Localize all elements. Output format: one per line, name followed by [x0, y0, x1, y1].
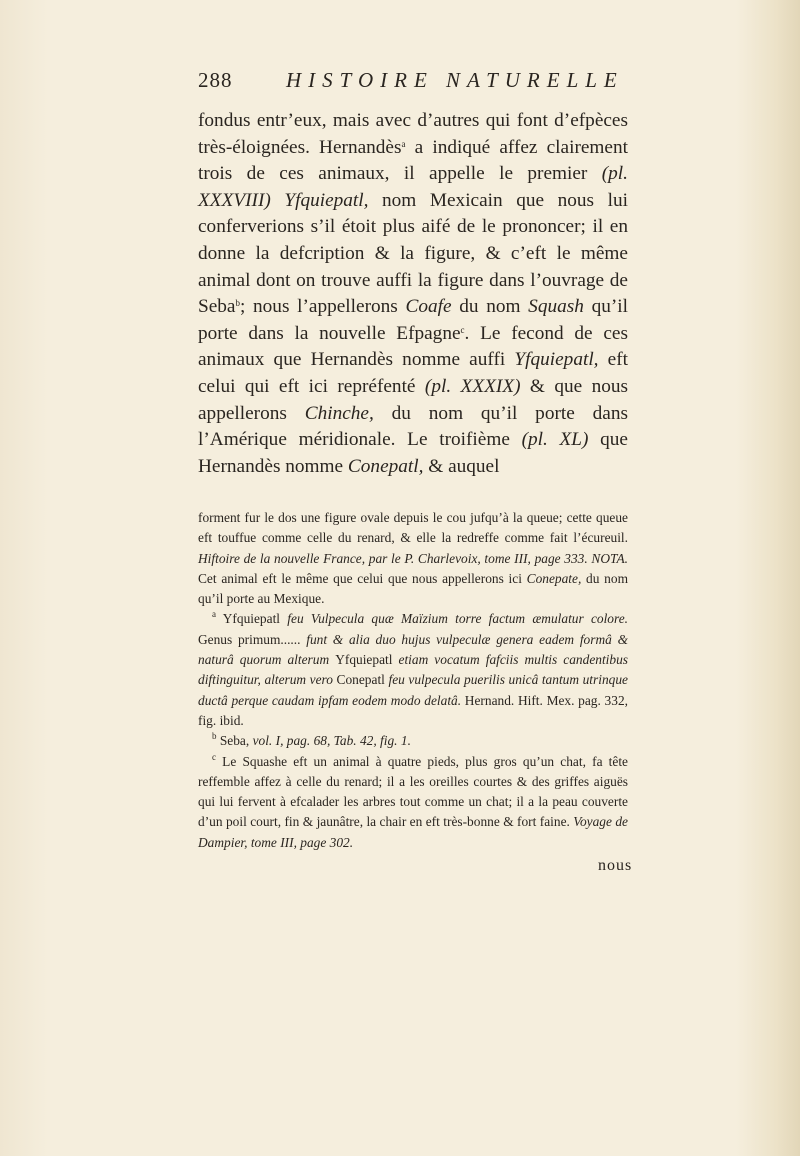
species-name: Squash [528, 296, 584, 318]
species-name: Coafe [405, 296, 452, 318]
page-header [198, 68, 628, 98]
footnote-a: $^a$ Yfquiepatl feu Vulpecula quæ Maïzium torre factum æmulatur colore. Genus primum...... funt & alia duo hujus vulpeculæ genera eadem formâ & naturâ quorum alterum Yfquiepatl etiam vocatum fafciis multis candentibus diftinguitur, alterum vero Conepatl feu vulpecula puerilis unicâ tantum utrinque ductâ perque caudam ipfam eodem modo delatâ. Hernand. Hift. Mex. pag. 332, fig. ibid. [198, 609, 629, 728]
reference: Hiftoire de la nouvelle France, par le P. Charlevoix, tome III, page 333. [198, 550, 588, 566]
footnote-mark: a [212, 609, 216, 620]
main-paragraph: fondus entr’eux, mais avec d’autres qui font d’efpèces très-éloignées. Hernandès$^a$ a indiqué affez clairement trois de ces animaux, il appelle le premier (pl. XXXVIII) Yfquiepatl, nom Mexicain que nous lui conferverions s’il étoit plus aifé de le prononcer; il en donne la defcription & la figure, & c’eft le même animal dont on trouve auffi la figure dans l’ouvrage de Seba$^b$; nous l’appellerons Coafe du nom Squash qu’il porte dans la nouvelle Efpagne$^c$. Le fecond de ces animaux que Hernandès nomme auffi Yfquiepatl, eft celui qui eft ici repréfenté (pl. XXXIX) & que nous appellerons Chinche, du nom qu’il porte dans l’Amérique méridionale. Le troifième (pl. XL) que Hernandès nomme Conepatl, & auquel [198, 110, 629, 477]
main-text [198, 108, 628, 480]
footnote-ref-b[interactable]: b [235, 298, 240, 309]
species-name: Chinche, [304, 402, 374, 424]
running-title: HISTOIRE NATURELLE [286, 68, 624, 92]
species-name: Yfquiepatl, [514, 349, 599, 371]
footnotes [198, 508, 628, 853]
catchword: nous [598, 857, 633, 874]
plate-ref: (pl. XXXIX) [424, 375, 521, 397]
footnote-mark: b [212, 731, 217, 742]
plate-ref: (pl. XL) [521, 429, 589, 451]
species-name: Conepatl, [347, 455, 424, 477]
footnote-ref-c[interactable]: c [460, 324, 465, 335]
page-number: 288 [198, 68, 233, 92]
footnote-continuation: forment fur le dos une figure ovale depuis le cou jufqu’à la queue; cette queue eft touffue comme celle du renard, & elle la redreffe comme fait l’écureuil. Hiftoire de la nouvelle France, par le P. Charlevoix, tome III, page 333. NOTA. Cet animal eft le même que celui que nous appellerons ici Conepate, du nom qu’il porte au Mexique. [198, 510, 628, 607]
footnote-ref-a[interactable]: a [401, 138, 406, 149]
footnote-b: $^b$ Seba, vol. I, pag. 68, Tab. 42, fig. 1. [212, 731, 411, 749]
footnote-mark: c [212, 751, 216, 762]
plate-ref: (pl. XXXVIII) [198, 163, 628, 211]
footnote-c: $^c$ Le Squashe eft un animal à quatre pieds, plus gros qu’un chat, fa tête reffemble affez à celle du renard; il a les oreilles courtes & des griffes aiguës qui lui fervent à efcalader les arbres tout comme un chat; il a la peau couverte d’un poil court, fin & jaunâtre, la chair en eft très-bonne & fort faine. Voyage de Dampier, tome III, page 302. [198, 751, 628, 850]
reference: Voyage de Dampier, tome III, page 302. [198, 814, 628, 850]
species-name: Yfquiepatl, [284, 189, 369, 211]
